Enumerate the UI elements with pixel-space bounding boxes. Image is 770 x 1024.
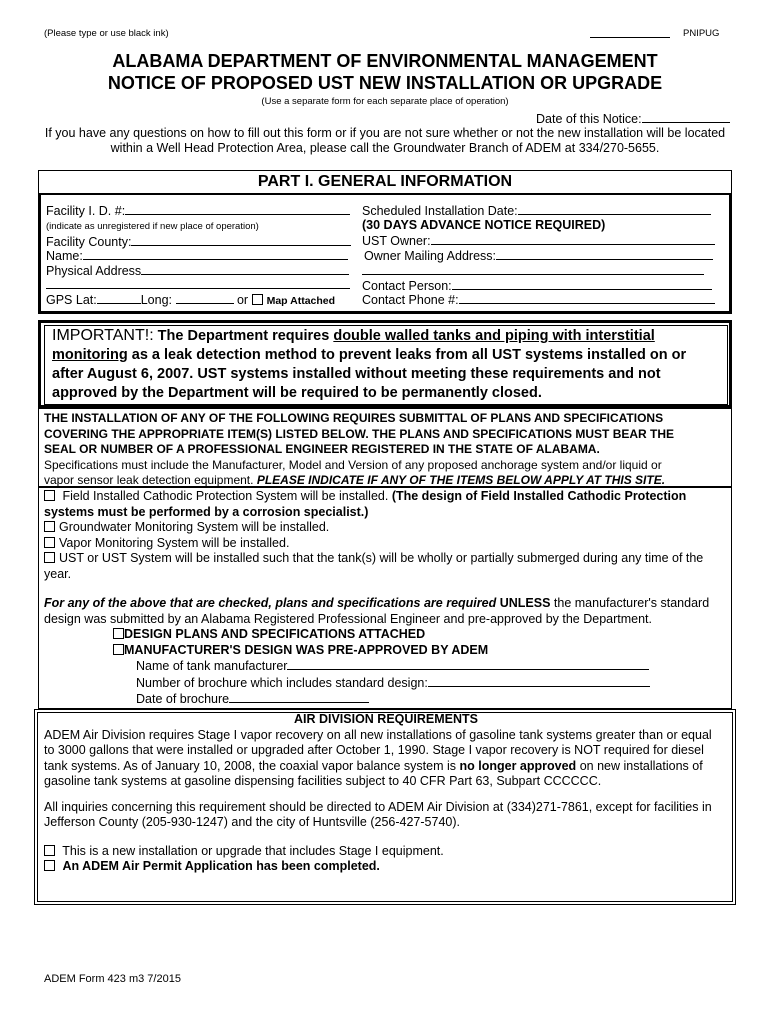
owner-mailing-label: Owner Mailing Address:: [364, 249, 497, 263]
air-p1-line-3c: on new installations of: [579, 758, 703, 773]
ust-owner-label: UST Owner:: [362, 234, 431, 248]
contact-person-field[interactable]: [452, 278, 712, 290]
item-1a: Field Installed Cathodic Protection System will be installed.: [62, 489, 389, 503]
contact-line-2: within a Well Head Protection Area, please call the Groundwater Branch of ADEM at 334/270-5655.: [110, 141, 660, 155]
contact-person-label: Contact Person:: [362, 279, 452, 293]
form-code-line: [590, 37, 670, 38]
plans-spec-line-2a: vapor sensor leak detection equipment.: [44, 473, 254, 487]
important-lead: IMPORTANT!:: [52, 327, 154, 344]
subtitle: (Use a separate form for each separate place of operation): [261, 96, 509, 107]
date-of-notice: [536, 111, 730, 127]
air-check-1: This is a new installation or upgrade that includes Stage I equipment.: [62, 843, 444, 858]
facility-id-label: Facility I. D. #:: [46, 204, 126, 218]
important-text: [52, 326, 724, 403]
air-heading: AIR DIVISION REQUIREMENTS: [293, 712, 479, 726]
owner-mailing-field[interactable]: [496, 248, 713, 260]
stage1-checkbox[interactable]: [44, 845, 55, 856]
physical-address-row: [46, 263, 349, 279]
item-4b: year.: [44, 566, 72, 581]
air-p1-line-3a: tank systems. As of January 10, 2008, the coaxial vapor balance system is: [44, 758, 457, 773]
name-field[interactable]: [83, 248, 348, 260]
design-plans-checkbox[interactable]: [113, 628, 124, 639]
item-1b: (The design of Field Installed Cathodic Protection: [391, 489, 687, 503]
install-date-label: Scheduled Installation Date:: [362, 204, 518, 218]
gps-long-label: Long:: [140, 293, 173, 307]
name-row: [46, 248, 348, 264]
gps-row: [46, 292, 335, 309]
plans-notice: [44, 411, 728, 489]
manufacturer-field[interactable]: [287, 658, 649, 670]
opt-2: MANUFACTURER'S DESIGN WAS PRE-APPROVED BY ADEM: [124, 642, 489, 657]
important-line-3: after August 6, 2007. UST systems installed without meeting these requirements and not: [52, 366, 661, 382]
plans-spec-line-1: Specifications must include the Manufacturer, Model and Version of any proposed anchorage system and/or liquid or: [44, 457, 662, 472]
advance-notice: (30 DAYS ADVANCE NOTICE REQUIRED): [362, 218, 606, 232]
checked-a: For any of the above that are checked, plans and specifications are required: [44, 596, 497, 610]
air-p1-line-3b: no longer approved: [459, 758, 577, 773]
item-2: Groundwater Monitoring System will be installed.: [59, 520, 330, 534]
title-line-2: NOTICE OF PROPOSED UST NEW INSTALLATION OR UPGRADE: [107, 73, 663, 93]
brochure-date-field[interactable]: [229, 691, 369, 703]
checked-line-2: design was submitted by an Alabama Registered Professional Engineer and pre-approved by the Department.: [44, 611, 652, 626]
facility-county-label: Facility County:: [46, 235, 132, 249]
air-p2-line-1: All inquiries concerning this requirement should be directed to ADEM Air Division at (334)271-7861, except for facilities in: [44, 799, 712, 814]
air-p1-line-1: ADEM Air Division requires Stage I vapor recovery on all new installations of gasoline tank systems greater than or equal: [44, 727, 712, 742]
item-1c: systems must be performed by a corrosion specialist.): [44, 504, 369, 519]
map-attached-checkbox[interactable]: [252, 294, 263, 305]
date-field[interactable]: [642, 111, 730, 123]
gps-or: or: [236, 293, 249, 307]
gps-long-field[interactable]: [176, 292, 234, 304]
manufacturer-label: Name of tank manufacturer: [136, 659, 288, 673]
air-p2-line-2: Jefferson County (205-930-1247) and the city of Huntsville (256-427-5740).: [44, 815, 460, 829]
install-date-field[interactable]: [518, 203, 711, 215]
form-code: PNIPUG: [683, 28, 720, 39]
plans-spec-line-2b: PLEASE INDICATE IF ANY OF THE ITEMS BELOW APPLY AT THIS SITE.: [256, 473, 666, 487]
plans-bold-line-3: SEAL OR NUMBER OF A PROFESSIONAL ENGINEER REGISTERED IN THE STATE OF ALABAMA.: [44, 442, 600, 456]
physical-address-line-2[interactable]: [46, 288, 350, 289]
facility-id-row: [46, 203, 350, 219]
air-p1-line-2: to 3000 gallons that were installed or upgraded after October 1, 1990. Stage I vapor recovery is NOT required for diesel: [44, 743, 704, 757]
brochure-number-label: Number of brochure which includes standard design:: [136, 675, 428, 690]
title-line-1: ALABAMA DEPARTMENT OF ENVIRONMENTAL MANAGEMENT: [112, 51, 658, 71]
facility-note: (indicate as unregistered if new place of operation): [46, 221, 259, 232]
brochure-number-field[interactable]: [428, 675, 650, 687]
gps-lat-field[interactable]: [97, 292, 141, 304]
contact-phone-row: [362, 292, 715, 308]
brochure-date-label: Date of brochure: [136, 692, 230, 706]
important-text-1: The Department requires: [157, 328, 330, 344]
contact-phone-field[interactable]: [459, 292, 715, 304]
ust-owner-field[interactable]: [431, 233, 715, 245]
opt-1: DESIGN PLANS AND SPECIFICATIONS ATTACHED: [124, 627, 426, 641]
map-attached-label: Map Attached: [266, 295, 336, 307]
groundwater-checkbox[interactable]: [44, 521, 55, 532]
ust-owner-row: [362, 233, 715, 249]
facility-county-field[interactable]: [131, 234, 351, 246]
owner-mailing-line-2[interactable]: [362, 274, 704, 275]
physical-address-field[interactable]: [141, 263, 349, 275]
plans-items: [44, 489, 728, 708]
facility-id-field[interactable]: [125, 203, 350, 215]
install-date-row: [362, 203, 711, 219]
form-number: ADEM Form 423 m3 7/2015: [44, 973, 181, 985]
item-3: Vapor Monitoring System will be installed.: [59, 535, 290, 550]
owner-mailing-row: [364, 248, 713, 264]
submerged-checkbox[interactable]: [44, 552, 55, 563]
cathodic-checkbox[interactable]: [44, 490, 55, 501]
air-check-2: An ADEM Air Permit Application has been completed.: [62, 859, 380, 873]
air-permit-checkbox[interactable]: [44, 860, 55, 871]
important-text-2: as a leak detection method to prevent leaks from all UST systems installed on or: [131, 347, 687, 363]
checked-b: UNLESS: [499, 596, 551, 610]
contact-line-1: If you have any questions on how to fill out this form or if you are not sure whether or not the new installation will be located: [44, 126, 726, 140]
air-p1-line-4: gasoline tank systems at gasoline dispensing facilities subject to 40 CFR Part 63, Subpart CCCCCC.: [44, 774, 602, 788]
important-underline-2: monitoring: [52, 347, 128, 363]
item-4a: UST or UST System will be installed such that the tank(s) will be wholly or partially submerged during any time of the: [59, 551, 704, 565]
name-label: Name:: [46, 249, 83, 263]
preapproved-checkbox[interactable]: [113, 644, 124, 655]
important-line-4: approved by the Department will be required to be permanently closed.: [52, 385, 542, 401]
ink-note: (Please type or use black ink): [44, 28, 169, 39]
plans-bold-line-2: COVERING THE APPROPRIATE ITEM(S) LISTED BELOW. THE PLANS AND SPECIFICATIONS MUST BEAR THE: [44, 426, 675, 441]
plans-bold-line-1: THE INSTALLATION OF ANY OF THE FOLLOWING REQUIRES SUBMITTAL OF PLANS AND SPECIFICATIONS: [44, 411, 664, 425]
part1-heading-box: [38, 170, 732, 194]
checked-c: the manufacturer's standard: [553, 596, 710, 610]
physical-address-label: Physical Address: [46, 264, 142, 278]
date-label: Date of this Notice:: [536, 112, 642, 126]
air-division-content: [44, 712, 728, 875]
important-underline-1: double walled tanks and piping with interstitial: [333, 328, 655, 344]
gps-lat-label: GPS Lat:: [46, 293, 97, 307]
part1-heading: PART I. GENERAL INFORMATION: [257, 173, 513, 190]
vapor-checkbox[interactable]: [44, 537, 55, 548]
contact-phone-label: Contact Phone #:: [362, 293, 459, 307]
